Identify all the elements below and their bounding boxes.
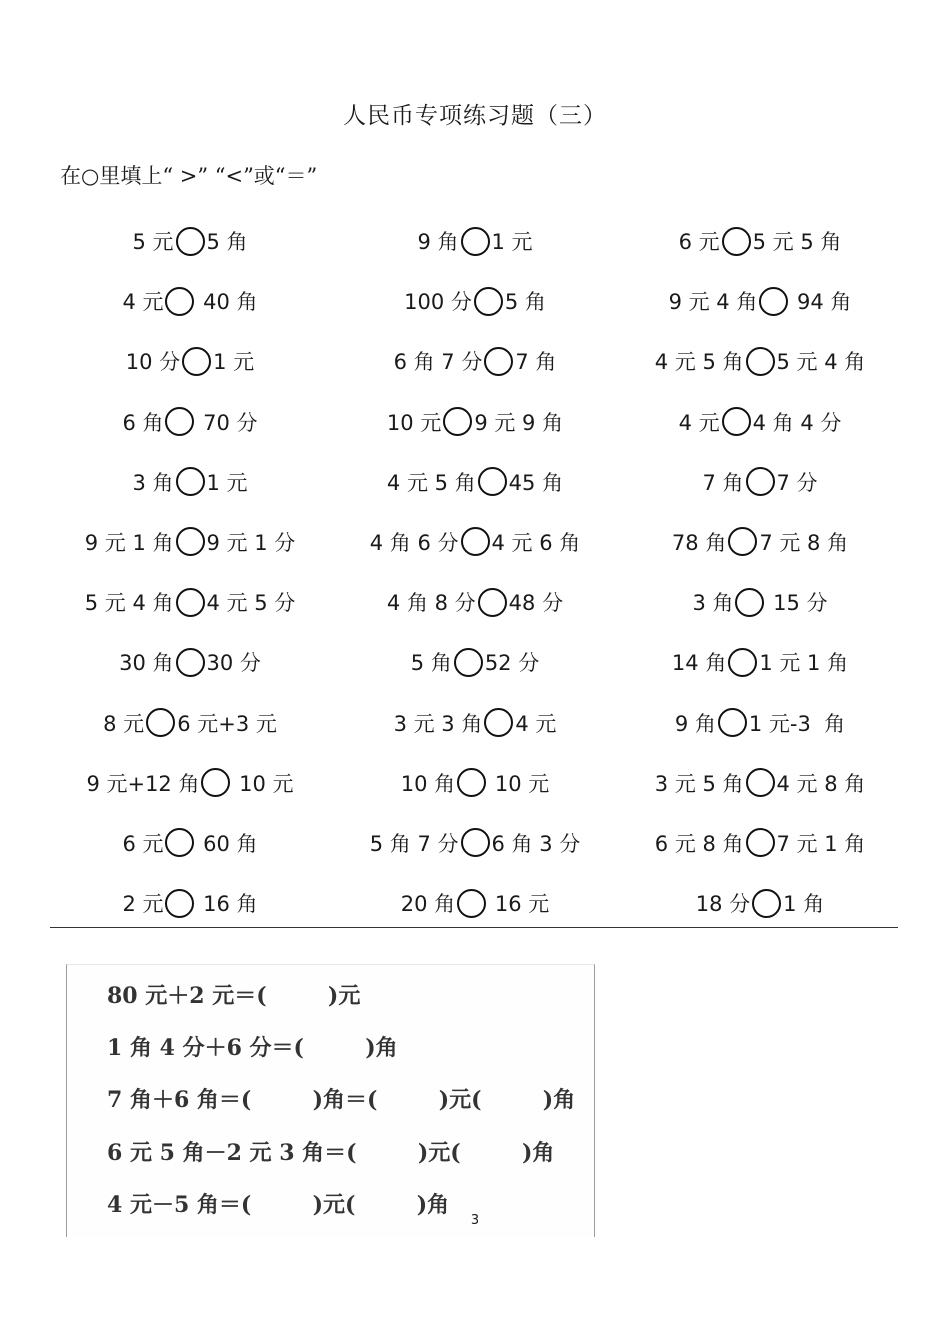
comparison-row bbox=[0, 820, 950, 880]
comparison-row bbox=[0, 459, 950, 519]
comparison-item bbox=[40, 218, 340, 264]
fill-exercise-5: 4 元－5 角＝( )元( )角 bbox=[107, 1192, 450, 1218]
left-amount: 9 元+12 角 bbox=[86, 771, 200, 796]
comparison-item bbox=[610, 820, 910, 866]
answer-circle[interactable] bbox=[728, 527, 757, 556]
left-amount: 9 元 1 角 bbox=[84, 530, 174, 555]
left-amount: 6 角 bbox=[122, 410, 164, 435]
fill-exercise-3: 7 角＋6 角＝( )角＝( )元( )角 bbox=[107, 1087, 576, 1113]
comparison-item bbox=[325, 760, 625, 806]
right-amount: 9 元 1 分 bbox=[206, 530, 296, 555]
answer-circle[interactable] bbox=[165, 828, 194, 857]
answer-circle[interactable] bbox=[461, 527, 490, 556]
page-number: 3 bbox=[470, 1213, 480, 1228]
right-amount: 7 元 1 角 bbox=[776, 831, 866, 856]
right-amount: 7 角 bbox=[515, 350, 557, 375]
section-divider bbox=[50, 927, 898, 928]
comparison-row bbox=[0, 579, 950, 639]
comparison-item bbox=[610, 218, 910, 264]
comparison-item bbox=[325, 399, 625, 445]
right-amount: 1 元 bbox=[206, 470, 248, 495]
left-amount: 8 元 bbox=[103, 711, 145, 736]
comparison-row bbox=[0, 639, 950, 699]
comparison-item bbox=[610, 459, 910, 505]
answer-circle[interactable] bbox=[474, 287, 503, 316]
right-amount: 60 角 bbox=[196, 831, 258, 856]
left-amount: 2 元 bbox=[122, 892, 164, 917]
left-amount: 10 角 bbox=[400, 771, 456, 796]
comparison-item bbox=[325, 278, 625, 324]
left-amount: 5 元 4 角 bbox=[84, 591, 174, 616]
comparison-item bbox=[610, 338, 910, 384]
comparison-item bbox=[325, 459, 625, 505]
right-amount: 70 分 bbox=[196, 410, 258, 435]
comparison-item bbox=[325, 820, 625, 866]
answer-circle[interactable] bbox=[146, 708, 175, 737]
right-amount: 5 元 5 角 bbox=[752, 230, 842, 254]
right-amount: 6 元+3 元 bbox=[177, 711, 277, 736]
answer-circle[interactable] bbox=[176, 227, 205, 256]
answer-circle[interactable] bbox=[165, 407, 194, 436]
answer-circle[interactable] bbox=[746, 828, 775, 857]
comparison-item bbox=[325, 519, 625, 565]
right-amount: 4 元 5 分 bbox=[206, 591, 296, 616]
answer-circle[interactable] bbox=[478, 588, 507, 617]
answer-circle[interactable] bbox=[457, 889, 486, 918]
left-amount: 3 元 3 角 bbox=[393, 711, 483, 736]
comparison-row bbox=[0, 338, 950, 398]
left-amount: 10 分 bbox=[125, 350, 181, 375]
comparison-item bbox=[610, 880, 910, 926]
left-amount: 10 元 bbox=[386, 410, 442, 435]
left-amount: 5 角 7 分 bbox=[369, 831, 459, 856]
comparison-item bbox=[325, 338, 625, 384]
right-amount: 6 角 3 分 bbox=[491, 831, 581, 856]
instruction-text: 在○里填上“ >” “<”或“＝” bbox=[60, 164, 318, 188]
answer-circle[interactable] bbox=[484, 708, 513, 737]
left-amount: 30 角 bbox=[119, 651, 174, 676]
answer-circle[interactable] bbox=[443, 407, 472, 436]
comparison-item bbox=[40, 820, 340, 866]
right-amount: 1 角 bbox=[783, 892, 825, 917]
left-amount: 7 角 bbox=[702, 470, 744, 495]
right-amount: 5 角 bbox=[504, 290, 546, 315]
comparison-item bbox=[40, 459, 340, 505]
right-amount: 4 元 6 角 bbox=[491, 530, 581, 555]
comparison-item bbox=[325, 579, 625, 625]
right-amount: 30 分 bbox=[206, 651, 261, 676]
right-amount: 4 元 bbox=[515, 711, 557, 736]
comparison-item bbox=[610, 579, 910, 625]
comparison-item bbox=[325, 880, 625, 926]
left-amount: 78 角 bbox=[671, 530, 727, 555]
right-amount: 1 元 bbox=[491, 230, 533, 254]
left-amount: 9 元 4 角 bbox=[668, 290, 758, 315]
left-amount: 6 元 bbox=[122, 831, 164, 856]
right-amount: 40 角 bbox=[196, 290, 258, 315]
answer-circle[interactable] bbox=[478, 467, 507, 496]
right-amount: 4 角 4 分 bbox=[752, 410, 842, 435]
comparison-row bbox=[0, 760, 950, 820]
right-amount: 1 元 bbox=[213, 350, 255, 375]
right-amount: 10 元 bbox=[488, 771, 550, 796]
answer-circle[interactable] bbox=[461, 227, 490, 256]
answer-circle[interactable] bbox=[746, 347, 775, 376]
right-amount: 4 元 8 角 bbox=[776, 771, 866, 796]
right-amount: 1 元-3 角 bbox=[748, 711, 846, 736]
left-amount: 6 元 bbox=[678, 230, 720, 254]
answer-circle[interactable] bbox=[746, 467, 775, 496]
comparison-row bbox=[0, 399, 950, 459]
answer-circle[interactable] bbox=[752, 889, 781, 918]
left-amount: 4 角 8 分 bbox=[386, 591, 476, 616]
comparison-item bbox=[40, 579, 340, 625]
left-amount: 4 元 5 角 bbox=[386, 470, 476, 495]
left-amount: 20 角 bbox=[400, 892, 456, 917]
right-amount: 7 元 8 角 bbox=[759, 530, 849, 555]
answer-circle[interactable] bbox=[728, 648, 757, 677]
left-amount: 14 角 bbox=[671, 651, 727, 676]
left-amount: 4 元 5 角 bbox=[654, 350, 744, 375]
scanned-exercise-box bbox=[66, 964, 595, 1237]
right-amount: 16 元 bbox=[488, 892, 550, 917]
answer-circle[interactable] bbox=[722, 227, 751, 256]
answer-circle[interactable] bbox=[176, 588, 205, 617]
answer-circle[interactable] bbox=[718, 708, 747, 737]
right-amount: 10 元 bbox=[232, 771, 294, 796]
answer-circle[interactable] bbox=[176, 467, 205, 496]
answer-circle[interactable] bbox=[182, 347, 211, 376]
answer-circle[interactable] bbox=[165, 889, 194, 918]
comparison-item bbox=[40, 338, 340, 384]
answer-circle[interactable] bbox=[201, 768, 230, 797]
answer-circle[interactable] bbox=[165, 287, 194, 316]
comparison-item bbox=[40, 519, 340, 565]
answer-circle[interactable] bbox=[454, 648, 483, 677]
fill-exercise-4: 6 元 5 角－2 元 3 角＝( )元( )角 bbox=[107, 1140, 555, 1166]
answer-circle[interactable] bbox=[176, 648, 205, 677]
comparison-item bbox=[40, 880, 340, 926]
right-amount: 5 角 bbox=[206, 230, 248, 254]
comparison-row bbox=[0, 278, 950, 338]
page-title: 人民币专项练习题（三） bbox=[343, 103, 607, 129]
comparison-item bbox=[40, 278, 340, 324]
comparison-item bbox=[610, 278, 910, 324]
comparison-row bbox=[0, 218, 950, 278]
answer-circle[interactable] bbox=[746, 768, 775, 797]
comparison-item bbox=[610, 519, 910, 565]
answer-circle[interactable] bbox=[722, 407, 751, 436]
answer-circle[interactable] bbox=[735, 588, 764, 617]
fill-exercise-1: 80 元＋2 元＝( )元 bbox=[107, 983, 361, 1009]
fill-exercise-2: 1 角 4 分＋6 分＝( )角 bbox=[107, 1035, 398, 1061]
comparison-item bbox=[610, 760, 910, 806]
comparison-item bbox=[610, 639, 910, 685]
left-amount: 6 角 7 分 bbox=[393, 350, 483, 375]
comparison-item bbox=[610, 399, 910, 445]
right-amount: 45 角 bbox=[508, 470, 564, 495]
left-amount: 5 元 bbox=[132, 230, 174, 254]
answer-circle[interactable] bbox=[759, 287, 788, 316]
left-amount: 100 分 bbox=[404, 290, 472, 315]
left-amount: 6 元 8 角 bbox=[654, 831, 744, 856]
answer-circle[interactable] bbox=[461, 828, 490, 857]
left-amount: 5 角 bbox=[410, 651, 452, 676]
right-amount: 52 分 bbox=[484, 651, 540, 676]
right-amount: 15 分 bbox=[766, 591, 828, 616]
comparison-grid bbox=[0, 218, 950, 940]
right-amount: 5 元 4 角 bbox=[776, 350, 866, 375]
right-amount: 16 角 bbox=[196, 892, 258, 917]
comparison-item bbox=[40, 639, 340, 685]
left-amount: 4 元 bbox=[122, 290, 164, 315]
comparison-item bbox=[610, 700, 910, 746]
right-amount: 1 元 1 角 bbox=[759, 651, 849, 676]
left-amount: 9 角 bbox=[417, 230, 459, 254]
comparison-item bbox=[40, 760, 340, 806]
comparison-item bbox=[40, 700, 340, 746]
comparison-item bbox=[325, 639, 625, 685]
right-amount: 94 角 bbox=[790, 290, 852, 315]
comparison-item bbox=[325, 218, 625, 264]
answer-circle[interactable] bbox=[176, 527, 205, 556]
answer-circle[interactable] bbox=[457, 768, 486, 797]
comparison-row bbox=[0, 880, 950, 940]
left-amount: 18 分 bbox=[695, 892, 751, 917]
right-amount: 7 分 bbox=[776, 470, 818, 495]
right-amount: 48 分 bbox=[508, 591, 564, 616]
left-amount: 9 角 bbox=[674, 711, 716, 736]
left-amount: 3 角 bbox=[132, 470, 174, 495]
answer-circle[interactable] bbox=[484, 347, 513, 376]
left-amount: 3 角 bbox=[692, 591, 734, 616]
comparison-item bbox=[325, 700, 625, 746]
comparison-row bbox=[0, 519, 950, 579]
left-amount: 4 元 bbox=[678, 410, 720, 435]
right-amount: 9 元 9 角 bbox=[474, 410, 564, 435]
left-amount: 4 角 6 分 bbox=[369, 530, 459, 555]
comparison-item bbox=[40, 399, 340, 445]
comparison-row bbox=[0, 700, 950, 760]
left-amount: 3 元 5 角 bbox=[654, 771, 744, 796]
